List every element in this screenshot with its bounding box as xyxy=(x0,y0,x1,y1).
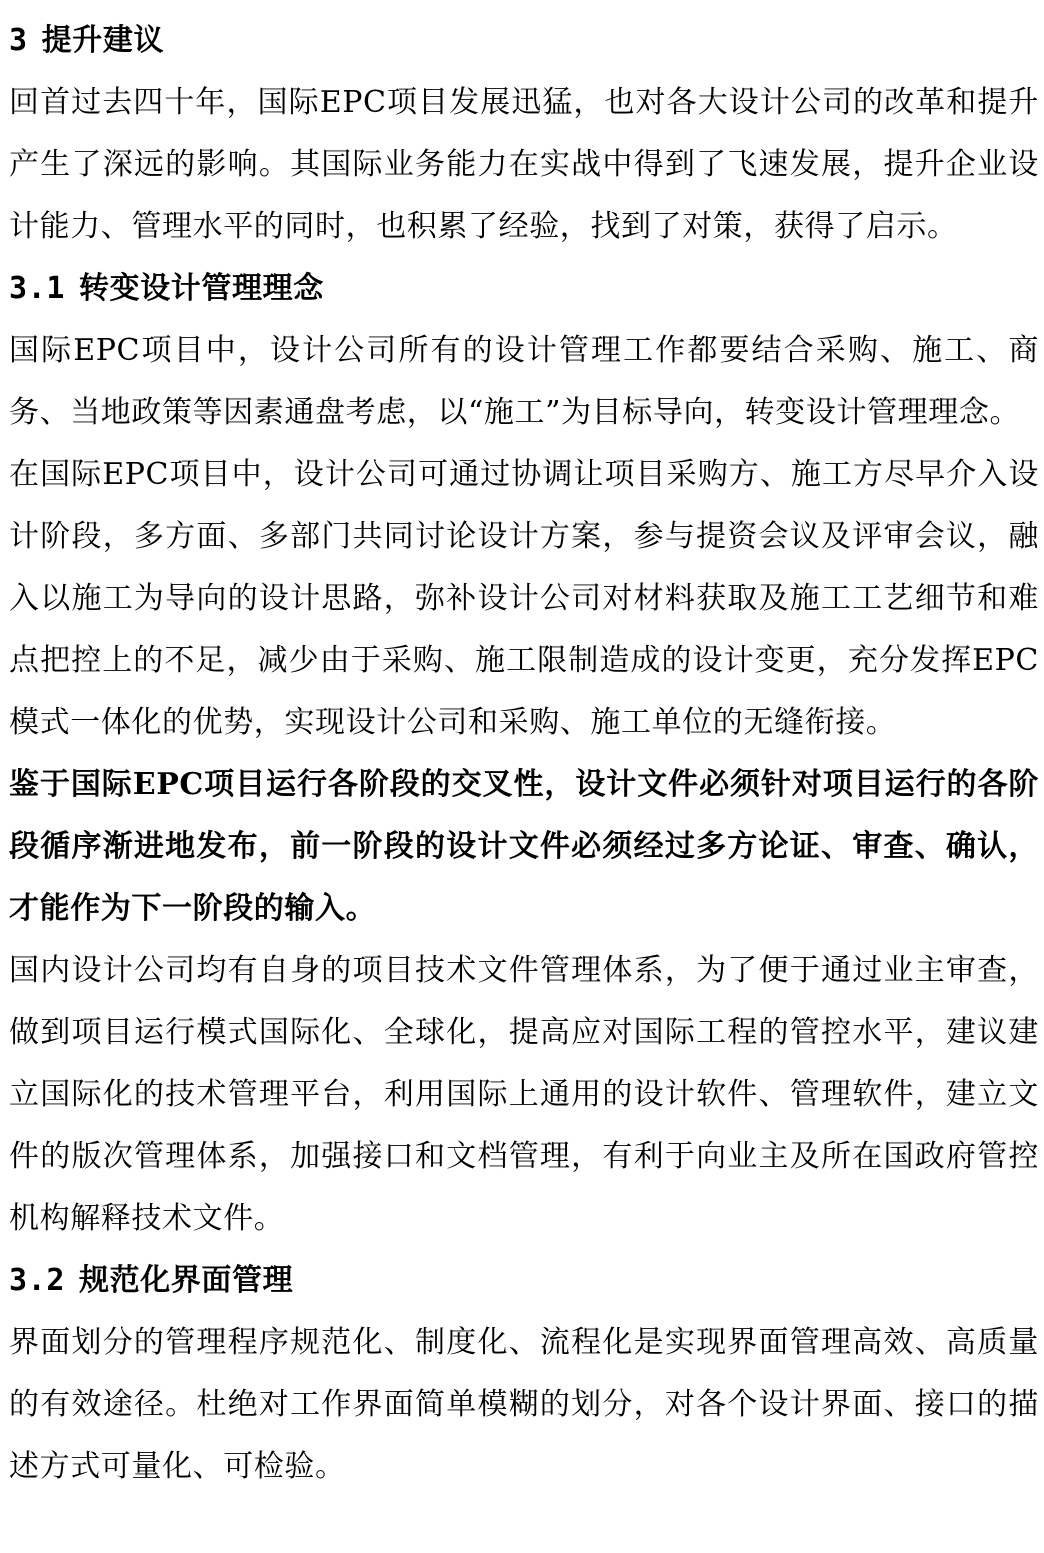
section-3-2-heading xyxy=(9,1250,1039,1312)
section-3-1-heading xyxy=(9,258,1039,320)
section-3-1-paragraph-1: 国际EPC项目中，设计公司所有的设计管理工作都要结合采购、施工、商务、当地政策等因素通盘考虑，以“施工”为目标导向，转变设计管理理念。 xyxy=(9,333,1039,430)
section-3-paragraph: 回首过去四十年，国际EPC项目发展迅猛，也对各大设计公司的改革和提升产生了深远的影响。其国际业务能力在实战中得到了飞速发展，提升企业设计能力、管理水平的同时，也积累了经验，找到了对策，获得了启示。 xyxy=(9,85,1039,244)
section-3-2-number: 3.2 xyxy=(9,1263,65,1298)
section-3-number: 3 xyxy=(9,23,28,58)
section-3-1-paragraph-3-bold: 鉴于国际EPC项目运行各阶段的交叉性，设计文件必须针对项目运行的各阶段循序渐进地发布，前一阶段的设计文件必须经过多方论证、审查、确认，才能作为下一阶段的输入。 xyxy=(9,767,1039,926)
section-3-1-paragraph-4: 国内设计公司均有自身的项目技术文件管理体系，为了便于通过业主审查，做到项目运行模式国际化、全球化，提高应对国际工程的管控水平，建议建立国际化的技术管理平台，利用国际上通用的设计软件、管理软件，建立文件的版次管理体系，加强接口和文档管理，有利于向业主及所在国政府管控机构解释技术文件。 xyxy=(9,953,1039,1236)
section-3-1-number: 3.1 xyxy=(9,271,65,306)
section-3-heading xyxy=(9,10,1039,72)
section-3-title: 提升建议 xyxy=(41,23,165,58)
section-3-2-title: 规范化界面管理 xyxy=(79,1263,294,1298)
section-3-2-paragraph: 界面划分的管理程序规范化、制度化、流程化是实现界面管理高效、高质量的有效途径。杜绝对工作界面简单模糊的划分，对各个设计界面、接口的描述方式可量化、可检验。 xyxy=(9,1325,1039,1484)
document-body xyxy=(9,10,1039,1498)
section-3-1-title: 转变设计管理理念 xyxy=(79,271,324,306)
section-3-1-paragraph-2: 在国际EPC项目中，设计公司可通过协调让项目采购方、施工方尽早介入设计阶段，多方面、多部门共同讨论设计方案，参与提资会议及评审会议，融入以施工为导向的设计思路，弥补设计公司对材料获取及施工工艺细节和难点把控上的不足，减少由于采购、施工限制造成的设计变更，充分发挥EPC模式一体化的优势，实现设计公司和采购、施工单位的无缝衔接。 xyxy=(9,457,1039,740)
